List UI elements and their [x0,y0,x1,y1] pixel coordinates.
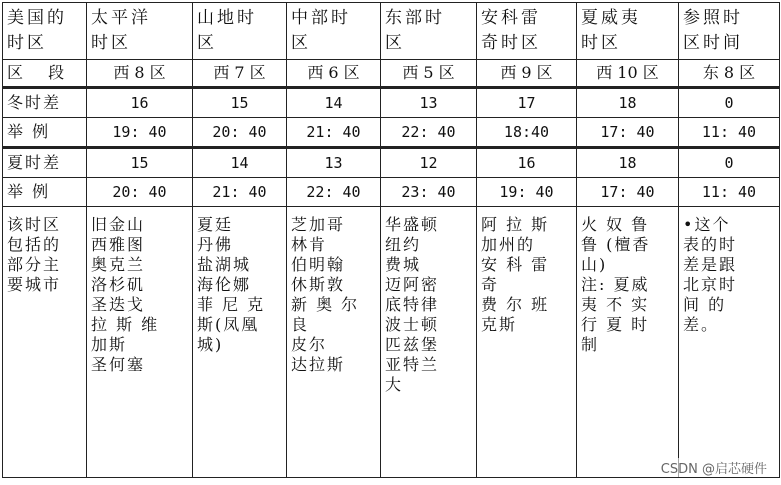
table-cell: 0 [679,88,780,118]
table-cell: 18 [577,88,679,118]
header-cell: 东部时 区 [381,3,477,60]
table-cell: 16 [87,88,193,118]
cities-cell: 夏廷 丹佛 盐湖城 海伦娜 菲 尼 克 斯(凤凰 城) [193,207,287,478]
table-cell: 20: 40 [193,118,287,148]
row-label: 夏时差 [3,148,87,178]
table-cell: 18:40 [477,118,577,148]
cities-row [3,207,780,478]
table-cell: 17 [477,88,577,118]
table-cell: 15 [87,148,193,178]
summer-diff-row [3,148,780,178]
cities-cell: 旧金山 西雅图 奥克兰 洛杉矶 圣迭戈 拉 斯 维 加斯 圣何塞 [87,207,193,478]
table-cell: 21: 40 [287,118,381,148]
header-cell: 夏威夷 时区 [577,3,679,60]
table-cell: 13 [381,88,477,118]
table-cell: 西 5 区 [381,60,477,88]
header-row [3,3,780,60]
table-cell: 17: 40 [577,118,679,148]
table-cell: 14 [287,88,381,118]
timezone-table [2,2,780,478]
header-cell: 安科雷 奇时区 [477,3,577,60]
row-label: 冬时差 [3,88,87,118]
table-cell: 17: 40 [577,178,679,207]
table-cell: 12 [381,148,477,178]
table-cell: 西 10 区 [577,60,679,88]
winter-diff-row [3,88,780,118]
watermark: CSDN @启芯硬件 [661,458,767,477]
row-label: 该时区 包括的 部分主 要城市 [3,207,87,478]
summer-example-row [3,178,780,207]
header-cell: 山地时 区 [193,3,287,60]
zone-row [3,60,780,88]
row-label: 举 例 [3,178,87,207]
table-cell: 西 9 区 [477,60,577,88]
table-cell: 22: 40 [287,178,381,207]
table-cell: 东 8 区 [679,60,780,88]
cities-cell: 阿 拉 斯 加州的 安 科 雷 奇 费 尔 班 克斯 [477,207,577,478]
table-cell: 19: 40 [477,178,577,207]
winter-example-row [3,118,780,148]
table-cell: 0 [679,148,780,178]
table-cell: 19: 40 [87,118,193,148]
table-cell: 11: 40 [679,178,780,207]
cities-cell: •这个 表的时 差是跟 北京时 间 的 差。 [679,207,780,478]
table-cell: 13 [287,148,381,178]
table-cell: 18 [577,148,679,178]
table-cell: 14 [193,148,287,178]
table-cell: 20: 40 [87,178,193,207]
header-cell: 太平洋 时区 [87,3,193,60]
cities-cell: 芝加哥 林肯 伯明翰 休斯敦 新 奥 尔 良 皮尔 达拉斯 [287,207,381,478]
header-cell: 中部时 区 [287,3,381,60]
row-label: 举 例 [3,118,87,148]
table-cell: 11: 40 [679,118,780,148]
header-cell: 参照时 区时间 [679,3,780,60]
table-cell: 15 [193,88,287,118]
cities-cell: 华盛顿 纽约 费城 迈阿密 底特律 波士顿 匹兹堡 亚特兰 大 [381,207,477,478]
table-cell: 22: 40 [381,118,477,148]
table-cell: 西 7 区 [193,60,287,88]
row-label: 区 段 [3,60,87,88]
table-cell: 21: 40 [193,178,287,207]
cities-cell: 火 奴 鲁 鲁 (檀香 山) 注: 夏威 夷 不 实 行 夏 时 制 [577,207,679,478]
table-cell: 西 6 区 [287,60,381,88]
header-cell: 美国的 时区 [3,3,87,60]
table-cell: 西 8 区 [87,60,193,88]
table-cell: 16 [477,148,577,178]
table-cell: 23: 40 [381,178,477,207]
